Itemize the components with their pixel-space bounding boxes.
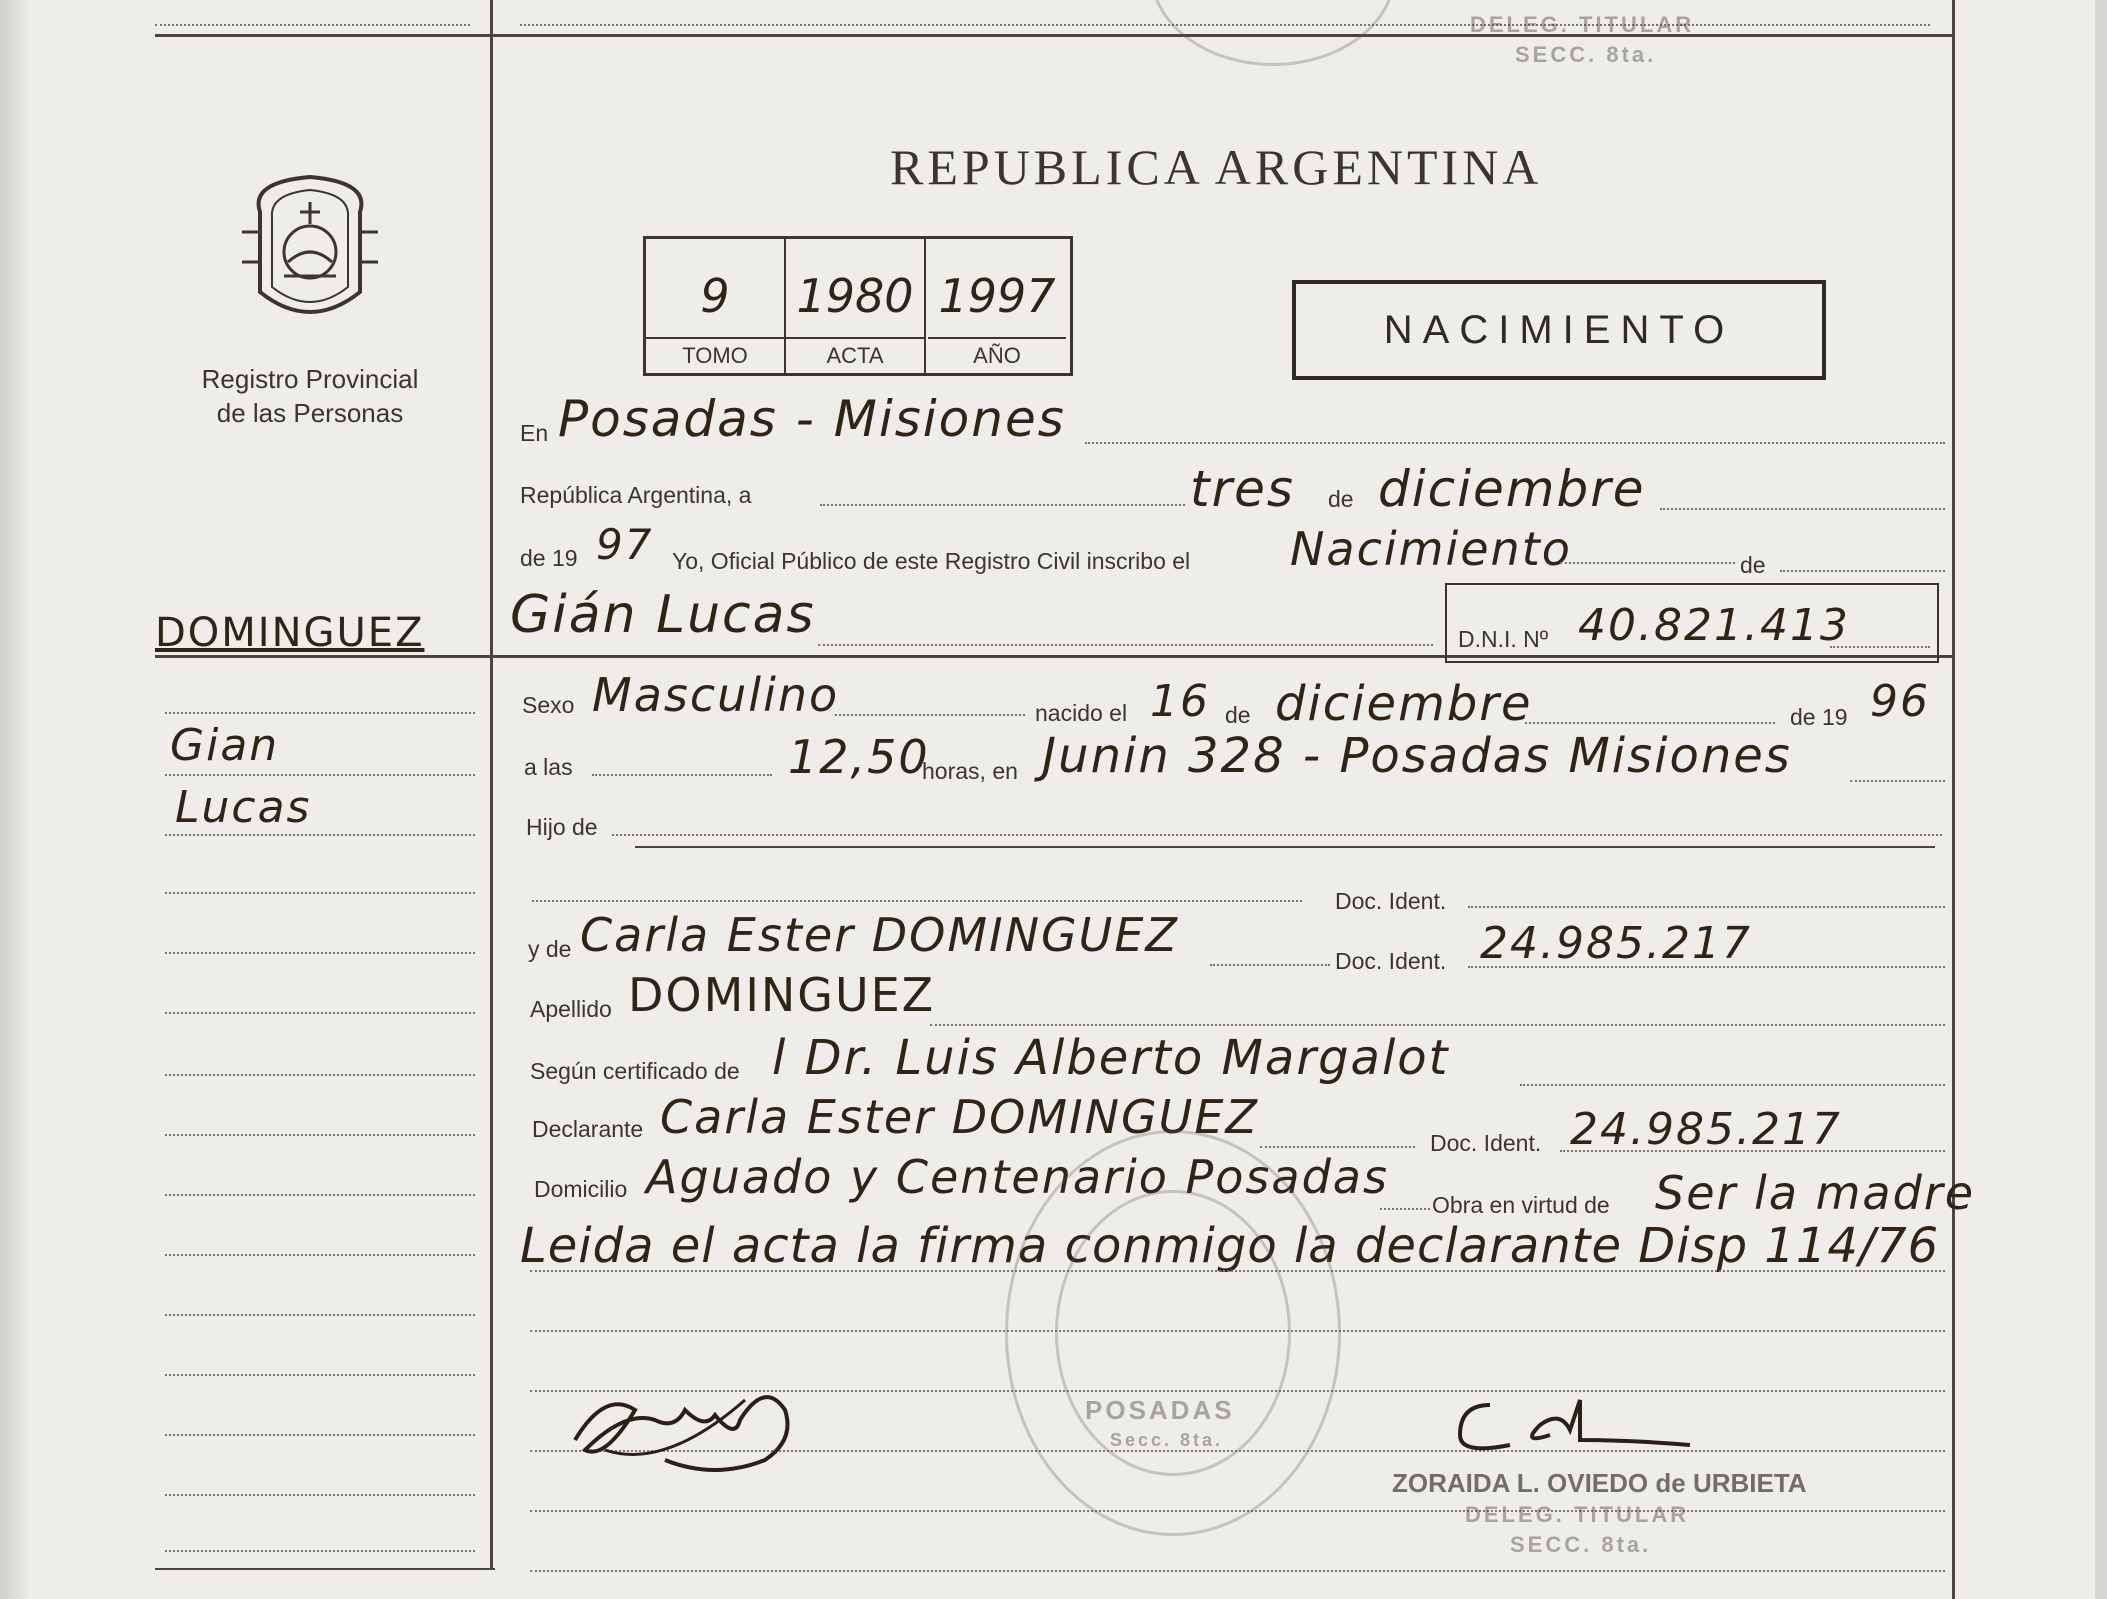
top-dotted-left bbox=[155, 24, 470, 26]
hijo-line bbox=[612, 834, 1942, 836]
alas-label: a las bbox=[524, 754, 573, 780]
margin-dotted-line bbox=[165, 1194, 475, 1196]
margin-dotted-line bbox=[165, 774, 475, 776]
margin-dotted-line bbox=[165, 1494, 475, 1496]
anio-value: 1997 bbox=[938, 269, 1056, 323]
en-label: En bbox=[520, 420, 549, 446]
apellido-label: Apellido bbox=[530, 996, 612, 1022]
declarante-doc-value: 24.985.217 bbox=[1570, 1104, 1842, 1155]
declarante-label: Declarante bbox=[532, 1116, 644, 1142]
hijo-underline bbox=[635, 846, 1935, 848]
top-faded-stamp bbox=[1150, 0, 1396, 66]
margin-dotted-line bbox=[165, 892, 475, 894]
blank-line bbox=[530, 1570, 1945, 1572]
year-prefix: de 19 bbox=[520, 545, 578, 571]
registry-name bbox=[160, 362, 460, 430]
declarante-value: Carla Ester DOMINGUEZ bbox=[660, 1090, 1259, 1144]
birth-place-line bbox=[1850, 780, 1945, 782]
birth-year-prefix: de 19 bbox=[1790, 704, 1848, 730]
republica-label: República Argentina, a bbox=[520, 482, 752, 508]
page-right-edge bbox=[2095, 0, 2107, 1599]
registry-line-2: de las Personas bbox=[216, 398, 404, 428]
act-kind-line bbox=[1560, 562, 1735, 564]
obra-label: Obra en virtud de bbox=[1432, 1192, 1610, 1218]
seal-section: Secc. 8ta. bbox=[1110, 1430, 1224, 1450]
margin-first-name: Gian bbox=[170, 720, 280, 771]
tomo-cell bbox=[646, 239, 786, 373]
page-left-edge bbox=[0, 0, 28, 1599]
margin-second-name: Lucas bbox=[175, 782, 312, 833]
margin-surname: DOMINGUEZ bbox=[155, 610, 425, 656]
top-stamp-section: SECC. 8ta. bbox=[1515, 42, 1657, 67]
apellido-line bbox=[930, 1024, 1945, 1026]
yo-label: Yo, Oficial Público de este Registro Civil inscribo el bbox=[672, 548, 1191, 574]
de-line bbox=[1780, 570, 1945, 572]
margin-dotted-line bbox=[165, 834, 475, 836]
declarante-line bbox=[1260, 1146, 1415, 1148]
sexo-label: Sexo bbox=[522, 692, 575, 718]
de-label-2: de bbox=[1740, 552, 1766, 578]
official-section: SECC. 8ta. bbox=[1510, 1532, 1652, 1557]
acta-cell bbox=[786, 239, 926, 373]
mother-doc-label: Doc. Ident. bbox=[1335, 948, 1447, 974]
child-name-line bbox=[818, 644, 1433, 646]
margin-dotted-line bbox=[165, 712, 475, 714]
anio-cell bbox=[928, 239, 1066, 373]
margin-dotted-line bbox=[165, 952, 475, 954]
apellido-value: DOMINGUEZ bbox=[628, 968, 936, 1022]
acta-label: ACTA bbox=[786, 337, 924, 373]
sexo-line bbox=[835, 714, 1025, 716]
birth-month: diciembre bbox=[1275, 676, 1533, 732]
birth-day: 16 bbox=[1150, 676, 1210, 727]
right-border bbox=[1952, 0, 1955, 1599]
margin-divider bbox=[490, 0, 493, 1570]
bottom-rule bbox=[155, 1568, 495, 1570]
hour-line bbox=[592, 774, 772, 776]
father-doc-line bbox=[1468, 906, 1945, 908]
place-line bbox=[1085, 442, 1945, 444]
father-line bbox=[532, 900, 1302, 902]
mother-doc-line bbox=[1468, 966, 1945, 968]
domicilio-line bbox=[1380, 1208, 1430, 1210]
hijo-label: Hijo de bbox=[526, 814, 598, 840]
domicilio-label: Domicilio bbox=[534, 1176, 628, 1202]
hour: 12,50 bbox=[788, 730, 930, 784]
yde-label: y de bbox=[528, 936, 572, 962]
seal-city: POSADAS bbox=[1085, 1395, 1235, 1425]
birth-year-suffix: 96 bbox=[1870, 676, 1930, 727]
dni-value: 40.821.413 bbox=[1578, 600, 1850, 651]
mother-line bbox=[1210, 964, 1330, 966]
certificate-value: l Dr. Luis Alberto Margalot bbox=[772, 1030, 1450, 1086]
declarante-doc-line bbox=[1560, 1150, 1945, 1152]
misiones-province-seal-icon bbox=[240, 172, 380, 332]
dni-line bbox=[1830, 646, 1930, 648]
de-label-3: de bbox=[1225, 702, 1251, 728]
margin-dotted-line bbox=[165, 1434, 475, 1436]
top-stamp-title: DELEG. TITULAR bbox=[1470, 12, 1695, 37]
record-type-box: NACIMIENTO bbox=[1292, 280, 1826, 380]
margin-dotted-line bbox=[165, 1254, 475, 1256]
certificate-line bbox=[1520, 1084, 1945, 1086]
acta-value: 1980 bbox=[796, 269, 914, 323]
sexo-value: Masculino bbox=[592, 668, 840, 722]
margin-dotted-line bbox=[165, 1134, 475, 1136]
margin-dotted-line bbox=[165, 1314, 475, 1316]
tomo-label: TOMO bbox=[646, 337, 784, 373]
place: Posadas - Misiones bbox=[558, 390, 1066, 448]
dni-label: D.N.I. Nº bbox=[1458, 626, 1549, 652]
official-name: ZORAIDA L. OVIEDO de URBIETA bbox=[1392, 1468, 1807, 1498]
closing-note: Leida el acta la firma conmigo la declarante Disp 114/76 bbox=[520, 1218, 1940, 1274]
day-line bbox=[820, 504, 1185, 506]
mother-name: Carla Ester DOMINGUEZ bbox=[580, 908, 1179, 962]
margin-dotted-line bbox=[165, 1074, 475, 1076]
segun-label: Según certificado de bbox=[530, 1058, 740, 1084]
horas-label: horas, en bbox=[922, 758, 1018, 784]
margin-dotted-line bbox=[165, 1374, 475, 1376]
margin-dotted-line bbox=[165, 1012, 475, 1014]
year-suffix: 97 bbox=[596, 520, 654, 569]
act-kind: Nacimiento bbox=[1290, 522, 1572, 576]
registry-reference-box bbox=[643, 236, 1073, 376]
declarant-signature bbox=[565, 1370, 805, 1490]
day: tres bbox=[1190, 460, 1295, 518]
tomo-value: 9 bbox=[700, 269, 730, 323]
month: diciembre bbox=[1378, 460, 1646, 518]
domicilio-value: Aguado y Centenario Posadas bbox=[646, 1150, 1389, 1204]
de-label: de bbox=[1328, 486, 1354, 512]
month-line bbox=[1660, 508, 1945, 510]
birth-month-line bbox=[1525, 722, 1775, 724]
birth-place: Junin 328 - Posadas Misiones bbox=[1042, 728, 1792, 784]
nacido-label: nacido el bbox=[1035, 700, 1128, 726]
official-signature bbox=[1450, 1385, 1710, 1465]
margin-dotted-line bbox=[165, 1550, 475, 1552]
anio-label: AÑO bbox=[928, 337, 1066, 373]
declarante-doc-label: Doc. Ident. bbox=[1430, 1130, 1542, 1156]
country-title: REPUBLICA ARGENTINA bbox=[890, 139, 1543, 195]
registry-line-1: Registro Provincial bbox=[201, 364, 419, 394]
father-doc-label: Doc. Ident. bbox=[1335, 888, 1447, 914]
mother-doc-value: 24.985.217 bbox=[1480, 918, 1752, 969]
child-name: Gián Lucas bbox=[510, 585, 816, 645]
official-title: DELEG. TITULAR bbox=[1465, 1502, 1690, 1527]
obra-value: Ser la madre bbox=[1655, 1166, 1976, 1220]
